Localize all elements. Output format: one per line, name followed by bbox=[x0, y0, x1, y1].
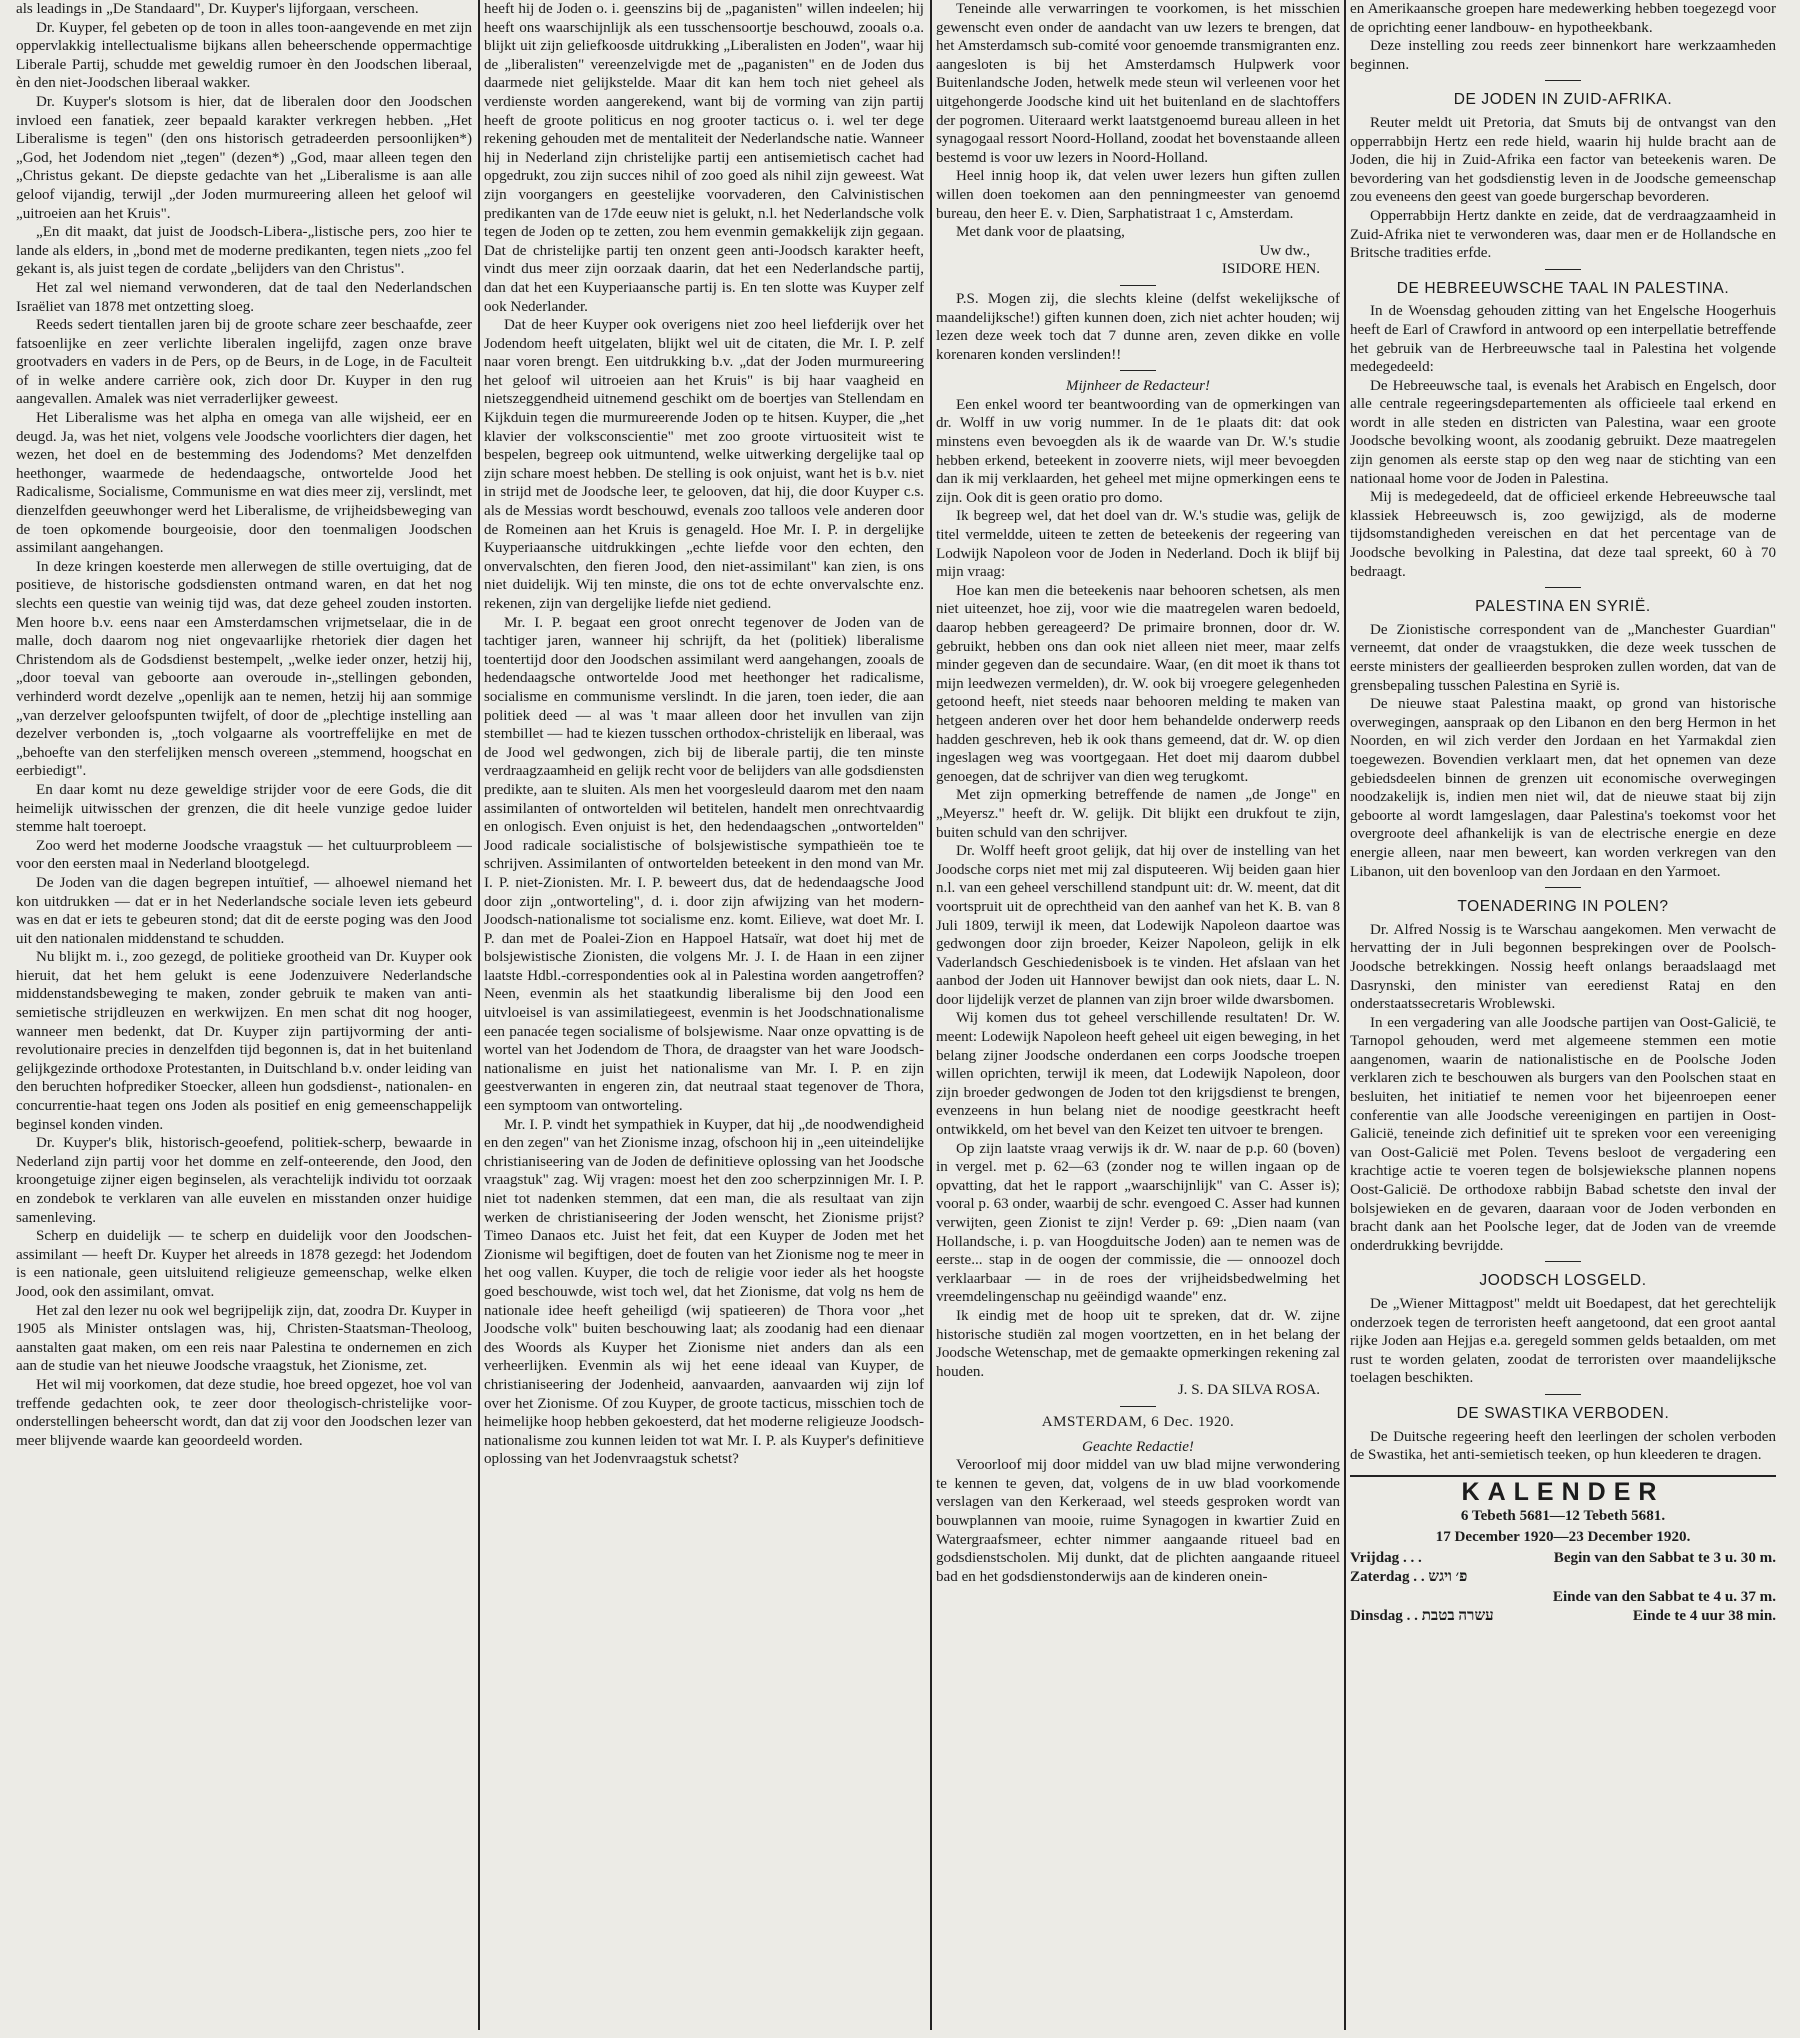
letter-synagoge: Veroorloof mij door middel van uw blad mijne verwondering te kennen te geven, dat, volgens de in uw blad voorkomende verslagen van den Kerkeraad, wel steeds gesproken wordt van bouwplannen van mooie, ruime Synagogen in kwartier Zuid en Watergraafsmeer, echter nimmer aangaande ritueel bad en godsdienstscholen. Mij dunkt, dat de plichten aangaande ritueel bad en het godsdienstonderwijs aan de kinderen onein- bbox=[936, 1457, 1340, 1585]
letter-hulpwerk bbox=[936, 0, 1340, 242]
separator bbox=[1120, 1406, 1156, 1407]
calendar-row bbox=[1350, 1549, 1776, 1568]
paragraph: Met zijn opmerking betreffende de namen „de Jonge" en „Meyersz." heeft dr. W. gelijk. Dit blijkt een drukfout te zijn, buiten schuld van den schrijver. bbox=[936, 787, 1340, 841]
paragraph: Hoe kan men die beteekenis naar behooren schetsen, als men niet uiteenzet, hoe zij, voor wie die maatregelen waren bedoeld, daarop hebben gereageerd? De primaire bronnen, door dr. W. gebruikt, hebben ons dan ook niet alleen niet meer, maar zelfs minder gegeven dan de secundaire. Waar, (en dit moet ik thans tot mijn leedwezen vermelden), dr. W. ook bij vroegere gelegenheden getoond heeft, niet steeds naar behooren melding te maken van hetgeen anderen over het door hem behandelde onderwerp reeds hadden geschreven, heb ik ook thans gemeend, dat dr. W. op dien ingeslagen weg was voortgegaan. Het doet mij daarom dubbel genoegen, dat de schrijver van dien weg terugkomt. bbox=[936, 582, 1340, 785]
calendar-day: Vrijdag . . . bbox=[1350, 1549, 1422, 1566]
calendar-time: Begin van den Sabbat te 3 u. 30 m. bbox=[1553, 1549, 1776, 1566]
calendar-box bbox=[1350, 1475, 1776, 1626]
column-rule bbox=[478, 0, 480, 2030]
section-body bbox=[1350, 1295, 1776, 1388]
separator bbox=[1545, 1394, 1581, 1395]
separator bbox=[1545, 269, 1581, 270]
paragraph: Zoo werd het moderne Joodsche vraagstuk — het cultuurprobleem — voor den eersten maal in Nederland blootgelegd. bbox=[16, 837, 472, 873]
paragraph: Het wil mij voorkomen, dat deze studie, hoe breed opgezet, hoe vol van treffende gedachten ook, te zeer door theologisch-christelijke voor-onderstellingen beheerscht wordt, dan dat zij voor den Joodschen lezer van meer blijvende waarde kan geoordeeld worden. bbox=[16, 1376, 472, 1449]
section-body bbox=[1350, 1428, 1776, 1465]
letter-signature: ISIDORE HEN. bbox=[1221, 261, 1320, 278]
paragraph: Ik begreep wel, dat het doel van dr. W.'s studie was, gelijk de titel vermeldde, uiteen te zetten de beteekenis der regeering van Lodwijk Napoleon voor de Joden in Nederland. Doch ik blijf bij mijn vraag: bbox=[936, 508, 1340, 581]
paragraph: Wij komen dus tot geheel verschillende resultaten! Dr. W. meent: Lodewijk Napoleon heeft geheel uit eigen beweging, in het belang zijner Joodsche onderdanen een corps Joodsche troepen willen oprichten, terwijl ik meen, dat Lodewijk Napoleon, door zijn broeder gedwongen de Joden tot den krijgsdienst te brengen, evenzeens in hun belang niet de noodige geestkracht heeft ontwikkeld, om het bevel van den Keizet ten uitvoer te brengen. bbox=[936, 1010, 1340, 1139]
column-4 bbox=[1350, 0, 1776, 2032]
calendar-gregorian-range: 17 December 1920—23 December 1920. bbox=[1435, 1528, 1691, 1545]
column-2 bbox=[484, 0, 924, 2032]
paragraph: Dr. Kuyper's slotsom is hier, dat de liberalen door den Joodschen invloed een fanatiek, zeer bepaald karakter verkregen hebben. „Het Liberalisme is tegen" (den ons historisch getradeerden persoonlijken*) „God, het Jodendom niet „tegen" (dezen*) „God, maar alleen tegen den „Christus gekant. De diepste gedachte van het „Liberalisme is aan alle geloof vijandig, terwijl „der Joden murmureering alleen het geloof wil „uitroeien aan het Kruis". bbox=[16, 93, 472, 222]
section-body bbox=[1350, 921, 1776, 1256]
column-1 bbox=[16, 0, 472, 2032]
section-body bbox=[1350, 114, 1776, 263]
paragraph: Teneinde alle verwarringen te voorkomen, is het misschien gewenscht even onder de aandacht van uw lezers te brengen, dat het Amsterdamsch sub-comité voor genoemde transmigranten enz. aangesloten is bij het Amsterdamsch Hulpwerk voor Buitenlandsche Joden, hetwelk mede steun wil verleenen voor het uitgehongerde Joodsche kind uit het buitenland en de slachtoffers der pogromen. Uiteraard werkt laatstgenoemd bureau alleen in het synagogaal ressort Noord-Holland, zoodat het bovenstaande alleen bestemd is voor uw lezers in Noord-Holland. bbox=[936, 1, 1340, 166]
paragraph: Mr. I. P. vindt het sympathiek in Kuyper, dat hij „de noodwendigheid en den zegen" van het Zionisme inzag, ofschoon hij in „een uiteindelijke christianiseering van de Joden de definitieve oplossing van het Joodsche vraagstuk" zag. Wij vragen: moest het den zoo scherpzinnigen Mr. I. P. niet tot nadenken stemmen, dat een man, die als resultaat van zijn werken de christianiseering der Joden wenscht, het Zionisme prijst? Timeo Danaos etc. Juist het feit, dat een Kuyper de Joden met het Zionisme wil begiftigen, doet de fouten van het Zionisme nog te meer in het oog vallen. Kuyper, die toch de religie voor ieder als het hoogste goed beschouwde, wist toch wel, dat het Zionisme, dat volg ns hem de nationale idee heeft geheiligd (wij spatieeren) de Thora voor „het Joodsche volk" buiten beschouwing laat; als zoodanig had een dienaar des Woords als Kuyper het Zionisme niet anders dan als een verheerlijken. Evenmin als wij het eene ideaal van Kuyper, de christianiseering der Jodenheid, aanvaarden, aanvaarden wij zijn lof over het Zionisme. Of zou Kuyper, de groote tacticus, misschien toch de heimelijke hoop hebben gekoesterd, dat het moderne religieuze Joodsch-nationalisme zou kunnen leiden tot wat Mr. I. P. als Kuyper's definitieve oplossing van het Jodenvraagstuk schetst? bbox=[484, 1116, 924, 1468]
column-rule bbox=[1344, 0, 1346, 2030]
paragraph: De Joden van die dagen begrepen intuïtief, — alhoewel niemand het kon uitdrukken — dat er in het Nederlandsche sociale leven iets gebeurd was en dat er iets te gebeuren stond; dat dit de eerste poging was den Jood uit den nationalen middenstand te schudden. bbox=[16, 874, 472, 947]
calendar-row bbox=[1350, 1588, 1776, 1607]
news-intro bbox=[1350, 0, 1776, 74]
paragraph: En daar komt nu deze geweldige strijder voor de eere Gods, die dit heimelijk uitwisschen der grenzen, die dit heele vunzige gedoe luider stemme halt toeroept. bbox=[16, 781, 472, 836]
calendar-row bbox=[1350, 1607, 1776, 1626]
calendar-day: Dinsdag . . עשרה בטבת bbox=[1350, 1608, 1494, 1625]
paragraph: De Zionistische correspondent van de „Manchester Guardian" verneemt, dat onder de vraagstukken, die deze week tusschen de eerste ministers der geallieerden besproken zullen worden, dat van de grensbepaling tusschen Palestina en Syrië is. bbox=[1350, 621, 1776, 694]
paragraph: Scherp en duidelijk — te scherp en duidelijk voor den Joodschen-assimilant — heeft Dr. Kuyper het alreeds in 1878 gezegd: het Jodendom is een nationale, geen uitsluitend religieuze gemeenschap, welke elken Jood, ook den assimilant, omvat. bbox=[16, 1228, 472, 1300]
paragraph: Dat de heer Kuyper ook overigens niet zoo heel liefderijk over het Jodendom heeft uitgelaten, blijkt wel uit de citaten, die Mr. I. P. zelf naar voren brengt. Een uitdrukking b.v. „dat der Joden murmureering het geloof wil uitroeien aan het Kruis" is bij haar vaagheid en nietszeggendheid uitnemend geschikt om de boertjes van Stellendam en Kijkduin tegen die murmureerende Joden op te hitsen. Kuyper, die „het klavier der volksconscientie" met zoo groote virtuositeit wist te bespelen, begreep ook uitmuntend, welke uitwerking dergelijke taal op zijn schare moest hebben. De stelling is ook onjuist, want het is b.v. niet in strijd met de Joodsche leer, te gelooven, dat hij, die door Kuyper c.s. als de Messias wordt beschouwd, evenals zoo talloos vele anderen door de Romeinen aan het Kruis is genageld. Hoe Mr. I. P. in dergelijke Kuyperiaansche uitdrukkingen „echte liefde voor den echten, den onvervalschten, den fieren Jood, den niet-assimilant" kan zien, is ons niet duidelijk. Wij ten minste, die ons tot de echte onvervalschte enz. rekenen, zijn van dergelijke liefde niet gediend. bbox=[484, 317, 924, 612]
paragraph: Dr. Alfred Nossig is te Warschau aangekomen. Men verwacht de hervatting der in Juli begonnen besprekingen over de Poolsch-Joodsche betrekkingen. Nossig heeft onlangs beraadslaagd met Dasrynski, den minister van eeredienst Rataj en den onderstaatssecretaris Wroblewski. bbox=[1350, 921, 1776, 1013]
paragraph: Deze instelling zou reeds zeer binnenkort hare werkzaamheden beginnen. bbox=[1350, 38, 1776, 73]
paragraph: In de Woensdag gehouden zitting van het Engelsche Hoogerhuis heeft de Earl of Crawford in antwoord op een interpellatie betreffende het gebruik van de Herbreeuwsche taal in Palestina het volgende medegedeeld: bbox=[1350, 303, 1776, 376]
paragraph: Dr. Kuyper, fel gebeten op de toon in alles toon-aangevende en met zijn oppervlakkig intellectualisme bijkans allen beheerschende oppermachtige Liberale Partij, schudde met geweldig rumoer èn den Joodschen liberaal, èn den niet-Joodschen liberaal wakker. bbox=[16, 19, 472, 92]
letter-salutation: Geachte Redactie! bbox=[1082, 1438, 1194, 1455]
separator bbox=[1545, 1261, 1581, 1262]
paragraph: Het zal wel niemand verwonderen, dat de taal den Nederlandschen Israëliet van 1878 met ontzetting sloeg. bbox=[16, 279, 472, 315]
calendar-row bbox=[1350, 1568, 1776, 1587]
section-body bbox=[1350, 621, 1776, 881]
section-body bbox=[1350, 302, 1776, 581]
separator bbox=[1120, 285, 1156, 286]
calendar-time: Einde van den Sabbat te 4 u. 37 m. bbox=[1552, 1588, 1776, 1605]
separator bbox=[1120, 370, 1156, 371]
postscript: P.S. Mogen zij, die slechts kleine (delfst wekelijksche of maandelijksche!) giften kunnen doen, zich niet achter houden; wij lezen deze week toch dat 7 dunne aren, zeven dikke en volle korenaren konden verslinden!! bbox=[936, 290, 1340, 363]
calendar-title: KALENDER bbox=[1461, 1477, 1665, 1506]
paragraph: Heel innig hoop ik, dat velen uwer lezers hun giften zullen willen doen toekomen aan den penningmeester van genoemd bureau, den heer E. v. Dien, Sarphatistraat 1 c, Amsterdam. bbox=[936, 168, 1340, 222]
paragraph: De Duitsche regeering heeft den leerlingen der scholen verboden de Swastika, het anti-semietisch teeken, op hun kleederen te dragen. bbox=[1350, 1428, 1776, 1464]
paragraph: Het Liberalisme was het alpha en omega van alle wijsheid, eer en deugd. Ja, was het niet, volgens vele Joodsche voorlichters dier dagen, het wezen, het doel en de bestemming des Jodendoms? Met denzelfden heethonger, waarmede de hedendaagsche, ontwortelde Jood het Radicalisme, Socialisme, Communisme en wat dies meer zij, verslindt, met dienzelfden geeuwhonger werd het Liberalisme, de vrijheidsbeweging van de toen opkomende bourgeoisie, door den toenmaligen Joodschen assimilant aangehangen. bbox=[16, 410, 472, 557]
paragraph: en Amerikaansche groepen hare medewerking hebben toegezegd voor de oprichting eener landbouw- en hypotheekbank. bbox=[1350, 1, 1776, 36]
paragraph: Nu blijkt m. i., zoo gezegd, de politieke grootheid van Dr. Kuyper ook hieruit, dat het hem gelukt is eene Jodenzuivere Nederlandsche middenstandsbeweging te maken, zonder gebruik te maken van anti-semietische strijdleuzen en werkwijzen. En men schat dit nog hooger, wanneer men bedenkt, dat Dr. Kuyper zijn partijvorming der anti-revolutionaire precies in denzelfden tijd begonnen is, dat in het buitenland gelijkgezinde orthodoxe Protestanten, in Duitschland b.v. onder leiding van den beruchten hofprediker Stoecker, alleen hun godsdienst-, nationalen- en concurrentie-haat tegen ons Joden als positief en enig gemeenschappelijk beginsel konden vinden. bbox=[16, 949, 472, 1133]
calendar-time: Einde te 4 uur 38 min. bbox=[1632, 1608, 1776, 1625]
section-heading: DE JODEN IN ZUID-AFRIKA. bbox=[1453, 91, 1673, 109]
calendar-hebrew-range: 6 Tebeth 5681—12 Tebeth 5681. bbox=[1460, 1508, 1666, 1525]
letter-closing: Uw dw., bbox=[1259, 242, 1310, 259]
letter-salutation: Mijnheer de Redacteur! bbox=[1065, 378, 1211, 395]
section-heading: DE HEBREEUWSCHE TAAL IN PALESTINA. bbox=[1396, 279, 1730, 297]
paragraph: heeft hij de Joden o. i. geenszins bij de „paganisten" willen indeelen; hij heeft ons waarschijnlijk als een tusschensoortje beschouwd, zooals o.a. blijkt uit zijn geliefkoosde uitdrukking „Liberalisten en Joden", waar hij de „liberalisten" vereenzelvigde met de „paganisten" en de Joden dus daarmede niet gelijkstelde. Maar dit kan hem toch niet geheel als verdienste worden aangerekend, want bij de vorming van zijn partij heeft de groote politicus en nog grooter tacticus o. i. wel ter dege rekening gehouden met de mentaliteit der Nederlandsche natie. Wanneer hij in Nederland zijn christelijke partij een antisemietisch cachet had opgedrukt, zou zijn succes nihil of zoo goed als nihil zijn geweest. Wat zijn voorgangers en geestelijke voorvaderen, den Calvinistischen predikanten van de 17de eeuw niet is gelukt, n.l. het Nederlandsche volk tegen de Joden op te zetten, zou hem evenmin gemakkelijk zijn gegaan. Dat de christelijke partij ten onzent geen anti-Joodsch karakter heeft, vindt dus meer zijn oorzaak daarin, dat het een Nederlandsche partij, dan dat het een Kuyperiaansche partij is. En ten slotte was Kuyper zelf ook Nederlander. bbox=[484, 1, 924, 315]
paragraph: Een enkel woord ter beantwoording van de opmerkingen van dr. Wolff in uw vorig nummer. In de 1e plaats dit: dat ook minstens even bevoegden als ik de waarde van Dr. W.'s studie hebben erkend, beteekent in zooverre niets, wijl meer bevoegden dan ik mij verklaarden, het geheel met mijne opmerkingen eens te zijn. Ook dit is geen oratio pro domo. bbox=[936, 396, 1340, 506]
paragraph: als leadings in „De Standaard", Dr. Kuyper's lijforgaan, verscheen. bbox=[16, 1, 419, 17]
paragraph: Reeds sedert tientallen jaren bij de groote schare zeer beschaafde, zeer fatsoenlijke en zeer verlichte liberalen ingelijfd, zagen onze brave grootvaders en vaders in de Pers, op de Beurs, in de Loge, in de Faculteit of in welke andere carrière ook, zich door Dr. Kuyper in den rug aangevallen. Amalek was niet verraderlijker geweest. bbox=[16, 317, 472, 408]
paragraph: In een vergadering van alle Joodsche partijen van Oost-Galicië, te Tarnopol gehouden, werd met algemeene stemmen een motie aangenomen, waarin de nationalistische en de Poolsche Joden verklaren zich te beschouwen als burgers van den Poolschen staat en besluiten, het initiatief te nemen voor het bijeenroepen eener conferentie van alle Joodsche vereenigingen en partijen in Oost-Galicië, teneinde zich definitief uit te spreken voor een vereeniging van Oost-Galicië met Polen. Tevens besloot de vergadering een krachtige actie te voeren tegen de bolsjewieksche plannen nopens Oost-Galicië. De orthodoxe rabbijn Babad schetste den inval der bolsjewieken en de gevaren, daaraan voor de Joden verbonden en bracht dank aan het Poolsche leger, dat de Joden van de vreemde onderdrukking bevrijdde. bbox=[1350, 1014, 1776, 1254]
section-heading: DE SWASTIKA VERBODEN. bbox=[1456, 1404, 1670, 1422]
section-heading: PALESTINA EN SYRIË. bbox=[1475, 598, 1651, 616]
paragraph: Mij is medegedeeld, dat de officieel erkende Hebreeuwsche taal klassiek Hebreeuwsch is, zoo gewijzigd, als de moderne tijdsomstandigheden vereischen en dat het percentage van de Joodsche bevolking in Palestina, dat deze taal spreekt, 60 à 70 bedraagt. bbox=[1350, 489, 1776, 580]
paragraph: Dr. Kuyper's blik, historisch-geoefend, politiek-scherp, bewaarde in Nederland zijn partij voor het domme en zelf-onteerende, den Jood, den kroongetuige zijner eigen beginselen, als verachtelijk individu tot oorzaak en zondebok te verklaren van alle euvelen en misstanden onzer huidige samenleving. bbox=[16, 1135, 472, 1226]
letter-signature: J. S. DA SILVA ROSA. bbox=[1177, 1382, 1320, 1399]
section-heading: JOODSCH LOSGELD. bbox=[1479, 1272, 1647, 1290]
letter-place-date: AMSTERDAM, 6 Dec. 1920. bbox=[1041, 1413, 1235, 1430]
separator bbox=[1545, 587, 1581, 588]
calendar-day: Zaterdag . . פ׳ ויגש bbox=[1350, 1569, 1468, 1586]
column-rule bbox=[930, 0, 932, 2030]
paragraph: Ik eindig met de hoop uit te spreken, dat dr. W. zijne historische studiën zal mogen voortzetten, en in het belang der Joodsche Wetenschap, met de gemaakte opmerkingen rekening zal houden. bbox=[936, 1307, 1340, 1380]
column-3 bbox=[936, 0, 1340, 2032]
paragraph: Dr. Wolff heeft groot gelijk, dat hij over de instelling van het Joodsche corps niet met mij zal disputeeren. Wij beiden gaan hier n.l. van een geheel verschillend standpunt uit: dr. W. meent, dat dit voortspruit uit de oprechtheid van den aanhef van het K. B. van 8 Juli 1809, terwijl ik meen, dat Lodewijk Napoleon daartoe was gedwongen door zijn broeder, Keizer Napoleon, gelijk in elk Vaderlandsch Geschiedenisboek is te vinden. Het afslaan van het aanbod der Joden uit Hannover bewijst dan ook niets, daar L. N. door lijdelijk verzet de plannen van zijn broer wilde dwarsbomen. bbox=[936, 843, 1340, 1008]
section-heading: TOENADERING IN POLEN? bbox=[1457, 898, 1669, 916]
paragraph: Met dank voor de plaatsing, bbox=[956, 224, 1125, 241]
letter-da-silva-rosa bbox=[936, 396, 1340, 1381]
separator bbox=[1545, 887, 1581, 888]
paragraph: Opperrabbijn Hertz dankte en zeide, dat de verdraagzaamheid in Zuid-Afrika niet te verwonderen was, daar men er de Hollandsche en Britsche tradities erfde. bbox=[1350, 207, 1776, 262]
paragraph: „En dit maakt, dat juist de Joodsch-Libera-„listische pers, zoo hier te lande als elders, in „bond met de moderne predikanten, tegen niets „zoo fel gekant is, als juist tegen de cordate „belijders van den Christus". bbox=[16, 224, 472, 278]
paragraph: De Hebreeuwsche taal, is evenals het Arabisch en Engelsch, door alle centrale regeeringsdepartementen als officieele taal erkend en wordt in alle steden en districten van Palestina, waar een groote Joodsche bevolking woont, als zoodanig gebruikt. Deze maatregelen zijn genomen als eerste stap op den weg naar de stichting van een nationaal home voor de Joden in Palestina. bbox=[1350, 377, 1776, 487]
paragraph: Mr. I. P. begaat een groot onrecht tegenover de Joden van de tachtiger jaren, wanneer hij schrijft, da het (politiek) liberalisme toentertijd door den Joodschen assimilant werd aangehangen, zooals de hedendaagsche ontwortelde Jood met heethonger het radicalisme, socialisme en communisme verslindt. In die jaren, toen ieder, die aan politiek deed — al was 't maar alleen door het invullen van zijn stembillet — had te kiezen tusschen orthodox-christelijk en liberaal, was de Jood wel gedwongen, zich bij de liberale partij, die ten minste verdraagzaamheid en gelijk recht voor de belijders van alle godsdiensten predikte, aan te sluiten. Als men het voorgesleuld daarom met den naam assimilanten of ontwortelden wil betitelen, handelt men onrechtvaardig en onlogisch. Even onjuist is het, den hedendaagschen „ontwortelden" Jood radicale socialistische of bolsjewistische sympathieën toe te schrijven. Assimilanten of ontwortelden beteekent in den mond van Mr. I. P. niet-Zionisten. Mr. I. P. beweert dus, dat de hedendaagsche Jood door zijn „ontworteling", d. i. door zijn afwijzing van het modern-Joodsch-nationalisme tot socialisme enz. komt. Eilieve, wat doet Mr. I. P. dan met de Poalei-Zion en Happoel Hatsaïr, wat doet hij met de bolsjewistische Zionisten, die volgens Mr. J. I. de Haan in een zijner laatste Hdbl.-correspondenties ook al in Palestina worden aangetroffen? Neen, evenmin als het staatkundig liberalisme bij den Jood een uitvloeisel is van assimilatiegeest, evenmin is het Joodschnationalisme een panacée tegen socialisme of bolsjewisme. Naar onze opvatting is de wortel van het Jodendom de Thora, de draagster van het ware Joodsch-nationalisme en juist het nationalisme van Mr. I. P. en zijn geestverwanten in engeren zin, dat neutraal staat tegenover de Thora, een symptoom van ontworteling. bbox=[484, 614, 924, 1115]
news-sections bbox=[1350, 80, 1776, 1464]
paragraph: In deze kringen koesterde men allerwegen de stille overtuiging, dat de positieve, de historische godsdiensten ontmand waren, en dat het nog slechts een questie van weinig tijd was, dat deze geheel zouden instorten. Men hoore b.v. eens naar een Amsterdamschen vrijmetselaar, die in de malle, doch daarom nog niet ongevaarlijke rhetoriek dier dagen het Christendom als de Godsdienst bestempelt, „welke ieder onzer, hetzij hij, „door toeval van geboorte aan overoude in-„stellingen gebonden, verhinderd wordt dezelve „openlijk aan te nemen, hetzij hij aan sommige „van derzelver geloofspunten twijfelt, of door de „plechtige instelling aan dezelver verbonden is, „toch volgaarne als voortreffelijke en met de „behoefte van den sterfelijken mensch overeen „stemmend, hoogschat en eerbiedigt". bbox=[16, 558, 472, 780]
paragraph: Het zal den lezer nu ook wel begrijpelijk zijn, dat, zoodra Dr. Kuyper in 1905 als Minister ontslagen was, hij, Christen-Staatsman-Theoloog, aanstalten gaat maken, om een reis naar Palestina te ondernemen en zich aan de studie van het nieuwe Joodsche vraagstuk, het Zionisme, zet. bbox=[16, 1302, 472, 1375]
paragraph: De nieuwe staat Palestina maakt, op grond van historische overwegingen, aanspraak op den Libanon en den berg Hermon in het Noorden, en wil zich verder den Jordaan en het Yarmakdal zien toegewezen. Bovendien verklaart men, dat het opnemen van deze gebiedsdeelen binnen de grenzen uit economische overwegingen noodzakelijk is, indien men niet wil, dat de nieuwe staat bij zijn geboorte al wordt lamgeslagen, daar Palestina's toekomst voor het overgroote deel afhankelijk is van de electrische energie en deze energie alleen, naar men beweert, kan worden verkregen van den Libanon, uit den bovenloop van den Jordaan en den Yarmoet. bbox=[1350, 696, 1776, 880]
paragraph: De „Wiener Mittagpost" meldt uit Boedapest, dat het gerechtelijk onderzoek tegen de terroristen heeft aangetoond, dat een groot aantal rijke Joden aan Hejjas e.a. geregeld sommen gelds betaalden, om met rust te worden gelaten, zoodat de terroristen over maandelijksche toelagen beschikten. bbox=[1350, 1296, 1776, 1387]
separator bbox=[1545, 80, 1581, 81]
paragraph: Reuter meldt uit Pretoria, dat Smuts bij de ontvangst van den opperrabbijn Hertz een rede hield, waarin hij hulde bracht aan de Joden, die hij in Zuid-Afrika een factor van beteekenis waren. De bevordering van het godsdienstig leven in de Joodsche gemeenschap zou eveneens den geest van goede burgerschap bevorderen. bbox=[1350, 114, 1776, 206]
paragraph: Op zijn laatste vraag verwijs ik dr. W. naar de p.p. 60 (boven) in vergel. met p. 62—63 (zonder nog te willen ingaan op de opvatting, dat het le rapport „waarschijnlijk" van C. Asser is); vooral p. 63 onder, waarbij de schr. evengoed C. Asser had kunnen verwijten, geen Zionist te zijn! Verder p. 69: „Dien naam (van Hollandsche, i. p. van Hoogduitsche Joden) aan te nemen was de eerste... stap in de oogen der commissie, die — onnoozel doch verklaarbaar — in de roes der vrijheidsbedwelming het vreemdelingenschap nu geëindigd waande" enz. bbox=[936, 1140, 1340, 1306]
calendar-rows bbox=[1350, 1549, 1776, 1626]
